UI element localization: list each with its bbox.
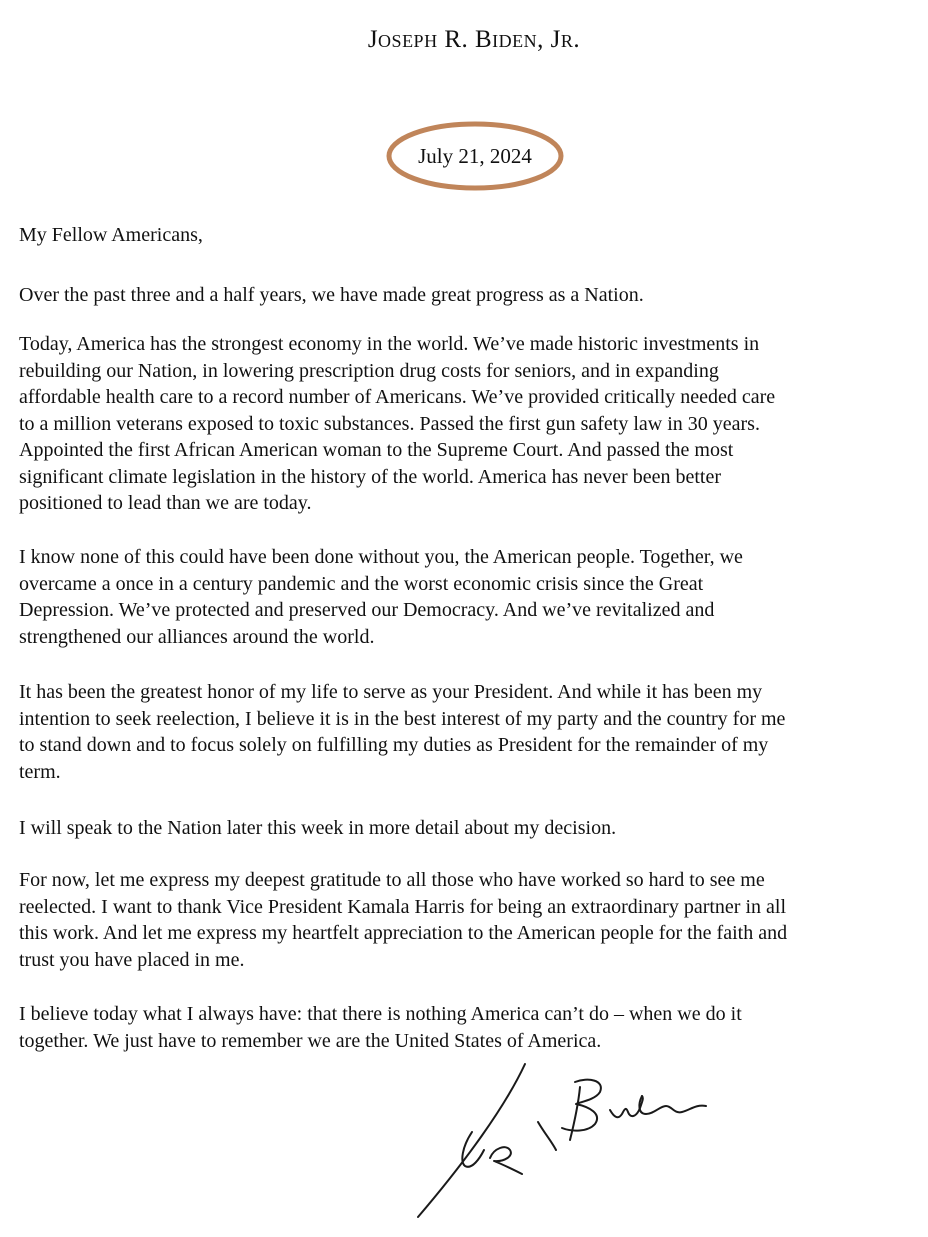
paragraph-closing: [19, 1001, 919, 1054]
text-line: to a million veterans exposed to toxic substances. Passed the first gun safety law in 30 years.: [19, 412, 760, 435]
text-line: to stand down and to focus solely on fulfilling my duties as President for the remainder of my: [19, 734, 769, 756]
text-line: rebuilding our Nation, in lowering prescription drug costs for seniors, and in expanding: [19, 359, 719, 382]
text-line: reelected. I want to thank Vice President Kamala Harris for being an extraordinary partner in all: [19, 895, 787, 918]
text-line: For now, let me express my deepest gratitude to all those who have worked so hard to see me: [19, 869, 765, 891]
text-line: intention to seek reelection, I believe it is in the best interest of my party and the country for me: [19, 707, 786, 730]
text-line: I believe today what I always have: that there is nothing America can’t do – when we do it: [19, 1003, 742, 1025]
text-line: I know none of this could have been done without you, the American people. Together, we: [19, 546, 743, 568]
paragraph-accomplishments: [19, 331, 919, 517]
text-line: affordable health care to a record number of Americans. We’ve provided critically needed care: [19, 386, 776, 408]
paragraph-speak: [19, 815, 919, 842]
text-line: this work. And let me express my heartfelt appreciation to the American people for the faith and: [19, 922, 788, 944]
salutation: My Fellow Americans,: [19, 224, 203, 246]
paragraph-progress: [19, 282, 919, 309]
text-line: Over the past three and a half years, we have made great progress as a Nation.: [19, 284, 644, 306]
letter-date: July 21, 2024: [418, 144, 532, 168]
letterhead: Joseph R. Biden, Jr.: [367, 26, 581, 53]
paragraph-gratitude: [19, 867, 919, 973]
text-line: Appointed the first African American woman to the Supreme Court. And passed the most: [19, 439, 734, 461]
text-line: overcame a once in a century pandemic and the worst economic crisis since the Great: [19, 572, 704, 595]
paragraph-american-people: [19, 544, 919, 650]
text-line: positioned to lead than we are today.: [19, 492, 312, 514]
text-line: significant climate legislation in the history of the world. America has never been better: [19, 465, 722, 488]
handwritten-signature: [410, 1062, 720, 1222]
text-line: trust you have placed in me.: [19, 948, 245, 971]
text-line: together. We just have to remember we are the United States of America.: [19, 1029, 602, 1052]
text-line: It has been the greatest honor of my life to serve as your President. And while it has been my: [19, 681, 763, 703]
text-line: strengthened our alliances around the world.: [19, 625, 375, 648]
paragraph-decision: [19, 679, 919, 785]
text-line: Depression. We’ve protected and preserved our Democracy. And we’ve revitalized and: [19, 599, 715, 621]
date-block: [385, 120, 565, 192]
text-line: term.: [19, 760, 61, 783]
text-line: Today, America has the strongest economy in the world. We’ve made historic investments in: [19, 333, 760, 355]
text-line: I will speak to the Nation later this week in more detail about my decision.: [19, 817, 617, 839]
